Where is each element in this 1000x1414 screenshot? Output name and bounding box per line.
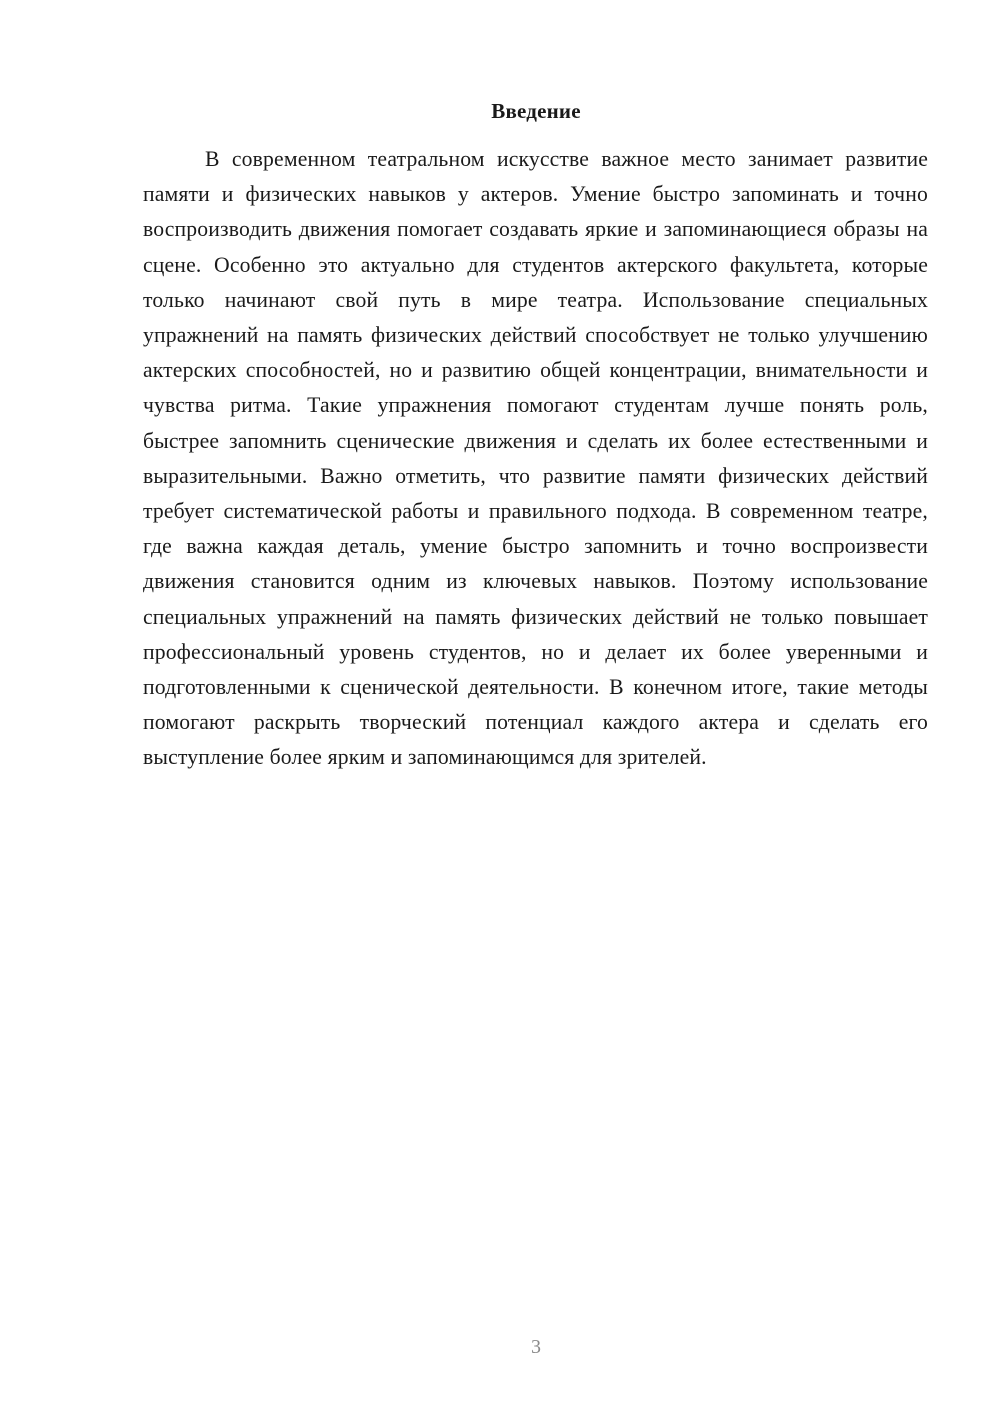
section-heading: Введение [491, 99, 581, 123]
page-number: 3 [531, 1336, 541, 1358]
body-paragraph: В современном театральном искусстве важное место занимает развитие памяти и физических навыков у актеров. Умение быстро запоминать и точно воспроизводить движения помогает создавать яркие и запоминающиеся образы на сцене. Особенно это актуально для студентов актерского факультета, которые только начинают свой путь в мире театра. Использование специальных упражнений на память физических действий способствует не только улучшению актерских способностей, но и развитию общей концентрации, внимательности и чувства ритма. Такие упражнения помогают студентам лучше понять роль, быстрее запомнить сценические движения и сделать их более естественными и выразительными. Важно отметить, что развитие памяти физических действий требует систематической работы и правильного подхода. В современном театре, где важна каждая деталь, умение быстро запомнить и точно воспроизвести движения становится одним из ключевых навыков. Поэтому использование специальных упражнений на память физических действий не только повышает профессиональный уровень студентов, но и делает их более уверенными и подготовленными к сценической деятельности. В конечном итоге, такие методы помогают раскрыть творческий потенциал каждого актера и сделать его выступление более ярким и запоминающимся для зрителей. [143, 147, 928, 770]
